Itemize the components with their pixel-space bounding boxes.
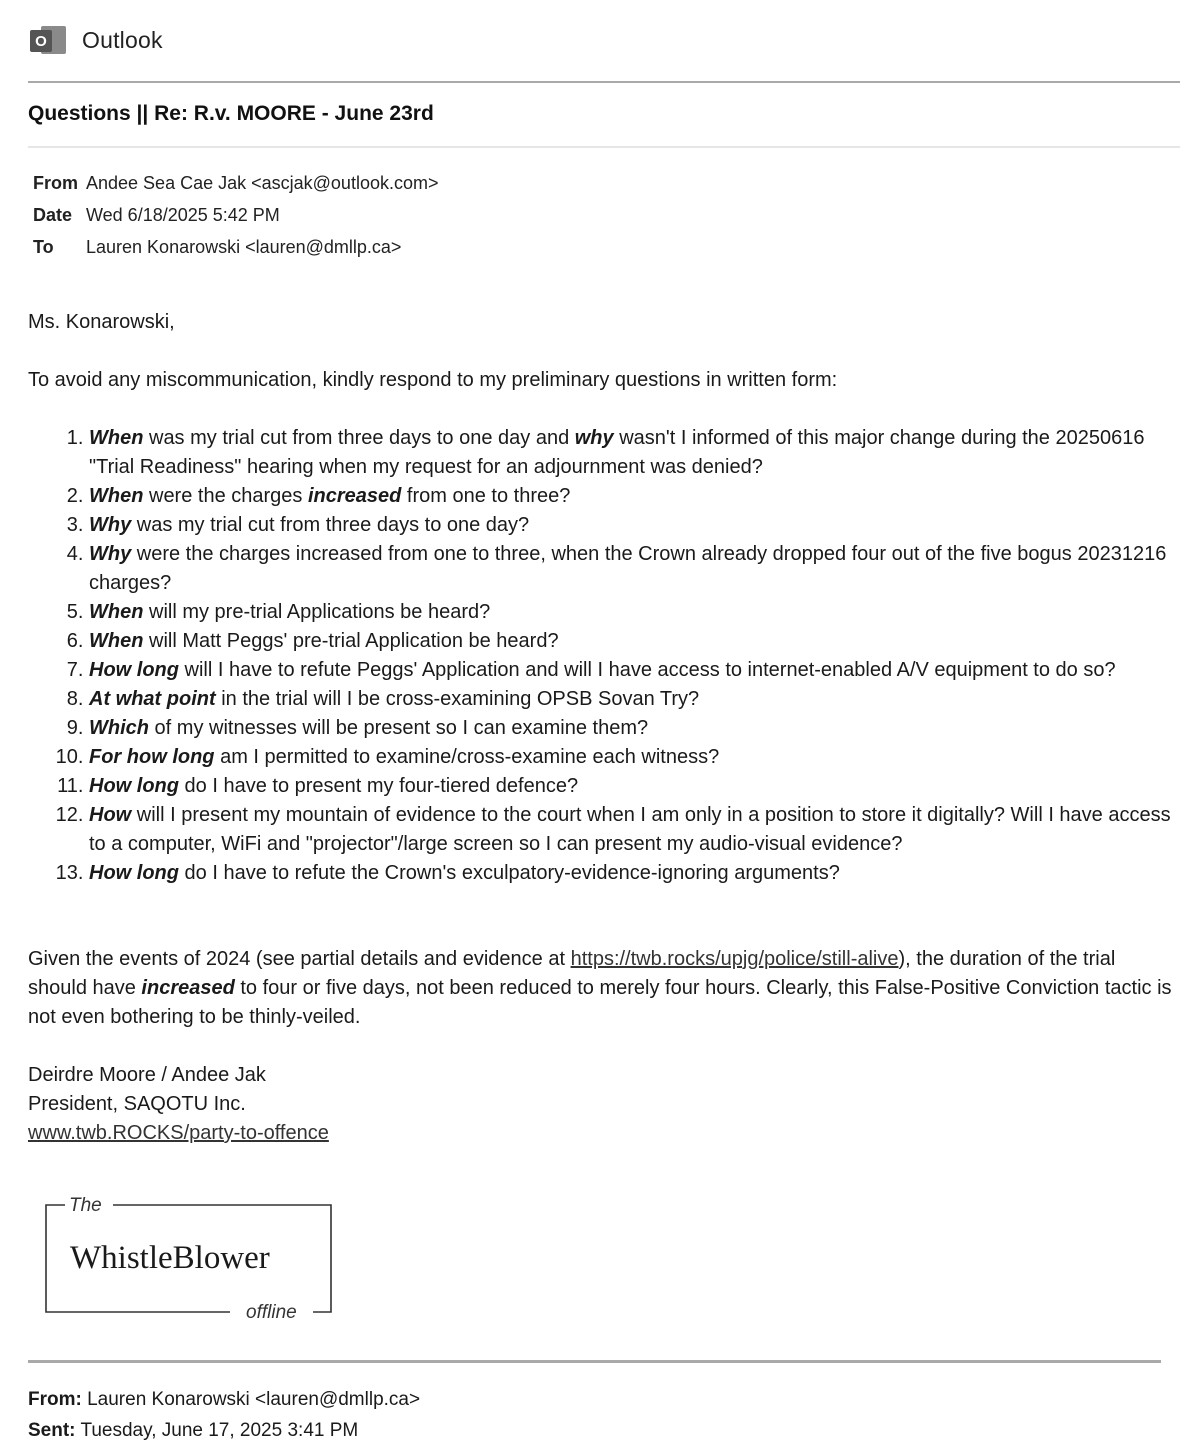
from-value[interactable]: Andee Sea Cae Jak <ascjak@outlook.com>	[86, 172, 439, 193]
questions-list	[0, 424, 1179, 888]
date-label: Date	[33, 204, 73, 225]
app-name: Outlook	[82, 26, 163, 53]
signature-block	[28, 1061, 1178, 1148]
list-item: 3. Why was my trial cut from three days to one day?	[89, 511, 1179, 540]
previous-message-divider	[28, 1360, 1161, 1363]
subject-divider	[28, 146, 1180, 148]
previous-from-value[interactable]: Lauren Konarowski <lauren@dmllp.ca>	[87, 1389, 421, 1410]
list-item: 4. Why were the charges increased from one to three, when the Crown already dropped four out of the five bogus 20231216 charges?	[89, 540, 1179, 598]
signature-title: President, SAQOTU Inc.	[28, 1093, 246, 1115]
list-item: 8. At what point in the trial will I be cross-examining OPSB Sovan Try?	[89, 685, 1179, 714]
from-label: From	[33, 172, 78, 193]
signature-name: Deirdre Moore / Andee Jak	[28, 1064, 266, 1086]
list-item: 1. When was my trial cut from three days to one day and why wasn't I informed of this major change during the 20250616 "Trial Readiness" hearing when my request for an adjournment was denied?	[89, 424, 1179, 482]
list-item: 10. For how long am I permitted to examine/cross-examine each witness?	[89, 743, 1179, 772]
list-item: 9. Which of my witnesses will be present so I can examine them?	[89, 714, 1179, 743]
previous-from-label: From:	[28, 1389, 82, 1410]
list-item: 5. When will my pre-trial Applications be heard?	[89, 598, 1179, 627]
header-divider	[28, 81, 1180, 83]
previous-sent-row	[28, 1415, 420, 1446]
app-header	[28, 22, 163, 58]
to-label: To	[33, 236, 54, 257]
whistleblower-logo	[45, 1192, 333, 1320]
list-item: 6. When will Matt Peggs' pre-trial Application be heard?	[89, 627, 1179, 656]
outlook-icon[interactable]: O	[28, 23, 68, 57]
list-item: 11. How long do I have to present my four-tiered defence?	[89, 772, 1179, 801]
date-value: Wed 6/18/2025 5:42 PM	[86, 204, 280, 225]
date-row	[33, 199, 438, 231]
closing-paragraph: Given the events of 2024 (see partial details and evidence at https://twb.rocks/upjg/police/still-alive), the duration of the trial should have increased to four or five days, not been reduced to merely four hours. Clearly, this False-Positive Conviction tactic is not even bothering to be thinly-veiled.	[28, 948, 1172, 1028]
signature-link[interactable]: www.twb.ROCKS/party-to-offence	[28, 1122, 329, 1144]
evidence-link[interactable]: https://twb.rocks/upjg/police/still-alive	[570, 948, 899, 970]
previous-sent-value: Tuesday, June 17, 2025 3:41 PM	[80, 1420, 359, 1441]
logo-top-text: The	[69, 1195, 102, 1216]
list-item: 7. How long will I have to refute Peggs' Application and will I have access to internet-enabled A/V equipment to do so?	[89, 656, 1179, 685]
to-value[interactable]: Lauren Konarowski <lauren@dmllp.ca>	[86, 236, 402, 257]
from-row	[33, 167, 438, 199]
email-meta	[33, 167, 438, 263]
logo-bottom-text: offline	[246, 1302, 297, 1320]
previous-from-row	[28, 1384, 420, 1415]
logo-main-text: WhistleBlower	[70, 1240, 270, 1276]
intro-text: To avoid any miscommunication, kindly respond to my preliminary questions in written form:	[28, 369, 838, 391]
salutation: Ms. Konarowski,	[28, 311, 175, 333]
to-row	[33, 231, 438, 263]
email-subject: Questions || Re: R.v. MOORE - June 23rd	[28, 102, 434, 125]
list-item: 2. When were the charges increased from one to three?	[89, 482, 1179, 511]
list-item: 13. How long do I have to refute the Crown's exculpatory-evidence-ignoring arguments?	[89, 859, 1179, 888]
list-item: 12. How will I present my mountain of evidence to the court when I am only in a position to store it digitally? Will I have access to a computer, WiFi and "projector"/large screen so I can present my audio-visual evidence?	[89, 801, 1179, 859]
previous-message-header	[28, 1384, 420, 1446]
previous-sent-label: Sent:	[28, 1420, 76, 1441]
